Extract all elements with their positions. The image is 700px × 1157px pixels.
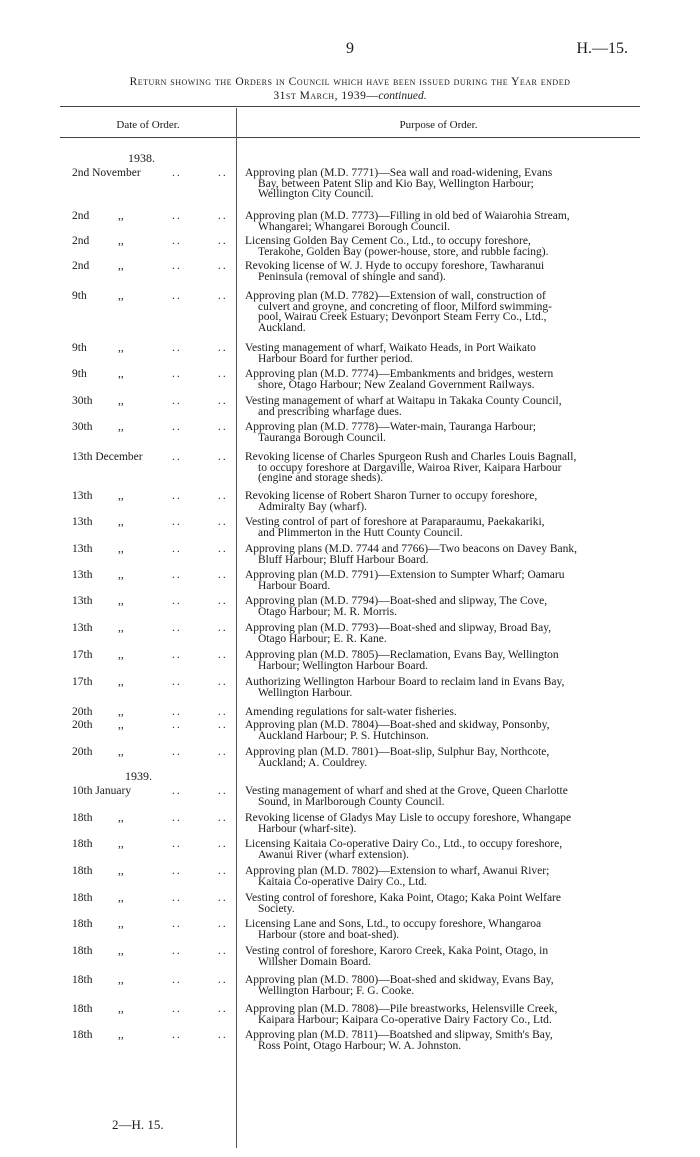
leader-dots: .. [172,516,182,528]
order-purpose [245,975,627,996]
purpose-line: Vesting management of wharf, Waikato Heads, in Port Waikato [245,342,536,354]
order-purpose [245,211,627,232]
ditto-mark: ,, [118,974,124,986]
purpose-line: culvert and groyne, and concreting of floor, Milford swimming- [258,300,552,313]
order-date: 18th [72,812,93,824]
order-date: 30th [72,395,93,407]
leader-dots: .. [218,342,228,354]
title-date: 31st March, 1939— [273,90,379,102]
order-purpose [245,813,627,834]
purpose-line: Whangarei; Whangarei Borough Council. [258,220,451,233]
order-date: 18th [72,974,93,986]
purpose-line: Approving plan (M.D. 7808)—Pile breastworks, Helensville Creek, [245,1003,558,1015]
order-purpose [245,517,627,538]
leader-dots: .. [172,543,182,555]
order-date: 20th [72,746,93,758]
order-date: 9th [72,368,87,380]
order-date: 18th [72,918,93,930]
purpose-line: and prescribing wharfage dues. [258,405,402,418]
leader-dots: .. [218,945,228,957]
leader-dots: .. [172,746,182,758]
purpose-line: Awanui River (wharf extension). [258,848,409,861]
purpose-line: Revoking license of Charles Spurgeon Rush and Charles Louis Bagnall, [245,451,577,463]
leader-dots: .. [172,210,182,222]
purpose-line: Licensing Lane and Sons, Ltd., to occupy foreshore, Whangaroa [245,918,542,930]
ditto-mark: ,, [118,892,124,904]
leader-dots: .. [172,838,182,850]
purpose-line: Approving plan (M.D. 7773)—Filling in old bed of Waiarohia Stream, [245,210,570,222]
leader-dots: .. [218,490,228,502]
purpose-line: Approving plan (M.D. 7778)—Water-main, Tauranga Harbour; [245,421,536,433]
purpose-line: Revoking license of W. J. Hyde to occupy foreshore, Tawharanui [245,260,545,272]
order-date: 13th [72,516,93,528]
order-date: 13th [72,595,93,607]
order-purpose [245,168,627,200]
leader-dots: .. [172,892,182,904]
leader-dots: .. [172,719,182,731]
ditto-mark: ,, [118,260,124,272]
order-date: 20th [72,719,93,731]
header-rule-top [60,106,640,107]
purpose-line: Harbour Board. [258,579,331,592]
purpose-line: Approving plan (M.D. 7774)—Embankments and bridges, western [245,368,554,380]
page-number: 9 [346,40,354,57]
ditto-mark: ,, [118,235,124,247]
leader-dots: .. [218,167,228,179]
purpose-line: Harbour Board for further period. [258,352,413,365]
purpose-line: Terakohe, Golden Bay (power-house, store, and rubble facing). [258,245,549,258]
order-date: 9th [72,342,87,354]
order-date: 30th [72,421,93,433]
leader-dots: .. [172,706,182,718]
leader-dots: .. [172,785,182,797]
leader-dots: .. [172,260,182,272]
leader-dots: .. [218,395,228,407]
order-date: 2nd [72,260,90,272]
ditto-mark: ,, [118,719,124,731]
leader-dots: .. [172,395,182,407]
order-purpose [245,261,627,282]
leader-dots: .. [172,451,182,463]
order-purpose [245,786,627,807]
ditto-mark: ,, [118,368,124,380]
leader-dots: .. [218,290,228,302]
title-line-2 [50,89,650,103]
leader-dots: .. [172,235,182,247]
ditto-mark: ,, [118,490,124,502]
leader-dots: .. [218,649,228,661]
purpose-line: Approving plan (M.D. 7771)—Sea wall and road-widening, Evans [245,167,553,179]
order-purpose [245,596,627,617]
purpose-line: Bluff Harbour; Bluff Harbour Board. [258,553,429,566]
purpose-line: Tauranga Borough Council. [258,431,386,444]
ditto-mark: ,, [118,676,124,688]
leader-dots: .. [218,974,228,986]
ditto-mark: ,, [118,649,124,661]
ditto-mark: ,, [118,395,124,407]
leader-dots: .. [218,892,228,904]
purpose-line: Licensing Kaitaia Co-operative Dairy Co., Ltd., to occupy foreshore, [245,838,563,850]
purpose-line: Amending regulations for salt-water fisheries. [245,706,457,718]
purpose-line: Sound, in Marlborough County Council. [258,795,445,808]
purpose-line: Society. [258,902,295,915]
leader-dots: .. [172,865,182,877]
order-purpose [245,491,627,512]
purpose-line: Willsher Domain Board. [258,955,371,968]
purpose-line: Peninsula (removal of shingle and sand). [258,270,446,283]
order-purpose [245,1030,627,1051]
leader-dots: .. [218,1029,228,1041]
order-purpose [245,919,627,940]
purpose-line: Vesting management of wharf at Waitapu in Takaka County Council, [245,395,562,407]
order-purpose [245,650,627,671]
ditto-mark: ,, [118,1029,124,1041]
leader-dots: .. [218,421,228,433]
purpose-line: Harbour (store and boat-shed). [258,928,400,941]
order-date: 18th [72,1003,93,1015]
leader-dots: .. [172,1029,182,1041]
ditto-mark: ,, [118,945,124,957]
order-purpose [245,422,627,443]
ditto-mark: ,, [118,516,124,528]
order-purpose [245,396,627,417]
column-divider [236,108,237,1148]
leader-dots: .. [172,945,182,957]
purpose-line: Licensing Golden Bay Cement Co., Ltd., to occupy foreshore, [245,235,531,247]
leader-dots: .. [218,812,228,824]
leader-dots: .. [218,622,228,634]
leader-dots: .. [172,622,182,634]
purpose-line: Approving plan (M.D. 7804)—Boat-shed and skidway, Ponsonby, [245,719,550,731]
order-date: 2nd November [72,167,141,179]
leader-dots: .. [172,974,182,986]
purpose-line: and Plimmerton in the Hutt County Council. [258,526,463,539]
purpose-line: Approving plan (M.D. 7801)—Boat-slip, Sulphur Bay, Northcote, [245,746,550,758]
leader-dots: .. [172,649,182,661]
purpose-line: to occupy foreshore at Dargaville, Wairoa River, Kaipara Harbour [258,461,562,474]
ditto-mark: ,, [118,342,124,354]
ditto-mark: ,, [118,812,124,824]
ditto-mark: ,, [118,290,124,302]
ditto-mark: ,, [118,865,124,877]
purpose-line: Wellington Harbour. [258,686,353,699]
order-date: 13th [72,622,93,634]
order-date: 9th [72,290,87,302]
ditto-mark: ,, [118,421,124,433]
leader-dots: .. [172,569,182,581]
leader-dots: .. [218,569,228,581]
leader-dots: .. [172,342,182,354]
leader-dots: .. [172,676,182,688]
ditto-mark: ,, [118,210,124,222]
purpose-line: Approving plan (M.D. 7805)—Reclamation, Evans Bay, Wellington [245,649,559,661]
order-date: 18th [72,892,93,904]
purpose-line: Vesting control of part of foreshore at Paraparaumu, Paekakariki, [245,516,545,528]
order-purpose [245,236,627,257]
purpose-line: shore, Otago Harbour; New Zealand Government Railways. [258,378,535,391]
page-footer: 2—H. 15. [112,1117,164,1132]
order-date: 10th January [72,785,132,797]
order-date: 13th [72,490,93,502]
title-line-1: Return showing the Orders in Council which have been issued during the Year ended [129,76,571,88]
purpose-line: Harbour; Wellington Harbour Board. [258,659,429,672]
ditto-mark: ,, [118,746,124,758]
purpose-line: Otago Harbour; E. R. Kane. [258,632,387,645]
leader-dots: .. [218,368,228,380]
purpose-line: Vesting control of foreshore, Karoro Creek, Kaka Point, Otago, in [245,945,549,957]
leader-dots: .. [218,719,228,731]
order-purpose [245,866,627,887]
purpose-line: Harbour (wharf-site). [258,822,357,835]
order-date: 17th [72,649,93,661]
order-date: 13th [72,569,93,581]
purpose-line: Authorizing Wellington Harbour Board to reclaim land in Evans Bay, [245,676,565,688]
table-title [50,75,650,103]
year-heading-1939: 1939. [125,769,152,783]
leader-dots: .. [218,746,228,758]
purpose-line: Approving plan (M.D. 7782)—Extension of wall, construction of [245,290,546,302]
order-purpose [245,343,627,364]
year-heading-1938: 1938. [128,151,155,165]
purpose-line: Ross Point, Otago Harbour; W. A. Johnston. [258,1039,462,1052]
purpose-line: pool, Wairau Creek Estuary; Devonport Steam Ferry Co., Ltd., [258,311,547,324]
purpose-line: Auckland; A. Couldrey. [258,756,368,769]
order-purpose [245,720,627,741]
purpose-line: Wellington City Council. [258,188,374,201]
purpose-line: Approving plan (M.D. 7802)—Extension to wharf, Awanui River; [245,865,550,877]
leader-dots: .. [172,167,182,179]
ditto-mark: ,, [118,595,124,607]
leader-dots: .. [172,1003,182,1015]
purpose-line: Vesting management of wharf and shed at the Grove, Queen Charlotte [245,785,568,797]
purpose-line: Approving plan (M.D. 7800)—Boat-shed and skidway, Evans Bay, [245,974,554,986]
purpose-line: Approving plan (M.D. 7794)—Boat-shed and slipway, The Cove, [245,595,548,607]
order-purpose [245,1004,627,1025]
header-rule-bottom [60,137,640,138]
title-continued: continued. [378,90,427,102]
purpose-line: Approving plan (M.D. 7811)—Boatshed and slipway, Smith's Bay, [245,1029,553,1041]
order-date: 2nd [72,235,90,247]
purpose-line: Auckland Harbour; P. S. Hutchinson. [258,729,429,742]
leader-dots: .. [218,676,228,688]
order-purpose [245,677,627,698]
leader-dots: .. [172,490,182,502]
leader-dots: .. [218,865,228,877]
order-date: 13th December [72,451,143,463]
purpose-line: Kaipara Harbour; Kaipara Co-operative Dairy Factory Co., Ltd. [258,1013,552,1026]
purpose-line: (engine and storage sheds). [258,472,384,485]
purpose-line: Wellington Harbour; F. G. Cooke. [258,984,415,997]
purpose-line: Kaitaia Co-operative Dairy Co., Ltd. [258,875,427,888]
purpose-line: Bay, between Patent Slip and Kio Bay, Wellington Harbour; [258,177,534,190]
leader-dots: .. [172,421,182,433]
order-purpose [245,452,627,484]
ditto-mark: ,, [118,569,124,581]
purpose-line: Revoking license of Gladys May Lisle to occupy foreshore, Whangape [245,812,572,824]
ditto-mark: ,, [118,1003,124,1015]
ditto-mark: ,, [118,543,124,555]
order-purpose [245,707,627,718]
order-purpose [245,893,627,914]
ditto-mark: ,, [118,838,124,850]
ditto-mark: ,, [118,706,124,718]
purpose-line: Auckland. [258,321,306,334]
leader-dots: .. [218,706,228,718]
purpose-line: Admiralty Bay (wharf). [258,500,367,513]
column-header-purpose: Purpose of Order. [399,119,478,131]
order-date: 17th [72,676,93,688]
leader-dots: .. [218,451,228,463]
order-purpose [245,544,627,565]
purpose-line: Approving plan (M.D. 7791)—Extension to Sumpter Wharf; Oamaru [245,569,565,581]
order-date: 13th [72,543,93,555]
leader-dots: .. [172,290,182,302]
order-purpose [245,369,627,390]
document-code: H.—15. [576,40,628,57]
order-purpose [245,747,627,768]
leader-dots: .. [218,918,228,930]
leader-dots: .. [218,260,228,272]
order-date: 2nd [72,210,90,222]
order-purpose [245,623,627,644]
purpose-line: Otago Harbour; M. R. Morris. [258,605,397,618]
ditto-mark: ,, [118,918,124,930]
leader-dots: .. [218,1003,228,1015]
leader-dots: .. [172,595,182,607]
order-purpose [245,946,627,967]
order-date: 18th [72,945,93,957]
column-header-date: Date of Order. [116,119,180,131]
purpose-line: Vesting control of foreshore, Kaka Point, Otago; Kaka Point Welfare [245,892,561,904]
leader-dots: .. [218,595,228,607]
purpose-line: Revoking license of Robert Sharon Turner to occupy foreshore, [245,490,538,502]
leader-dots: .. [218,785,228,797]
order-date: 18th [72,865,93,877]
order-date: 18th [72,838,93,850]
leader-dots: .. [218,210,228,222]
purpose-line: Approving plan (M.D. 7793)—Boat-shed and slipway, Broad Bay, [245,622,552,634]
leader-dots: .. [172,918,182,930]
order-purpose [245,570,627,591]
order-date: 20th [72,706,93,718]
ditto-mark: ,, [118,622,124,634]
order-date: 18th [72,1029,93,1041]
order-purpose [245,839,627,860]
leader-dots: .. [218,235,228,247]
leader-dots: .. [172,368,182,380]
leader-dots: .. [218,543,228,555]
leader-dots: .. [172,812,182,824]
purpose-line: Approving plans (M.D. 7744 and 7766)—Two beacons on Davey Bank, [245,543,578,555]
leader-dots: .. [218,838,228,850]
order-purpose [245,291,627,333]
leader-dots: .. [218,516,228,528]
